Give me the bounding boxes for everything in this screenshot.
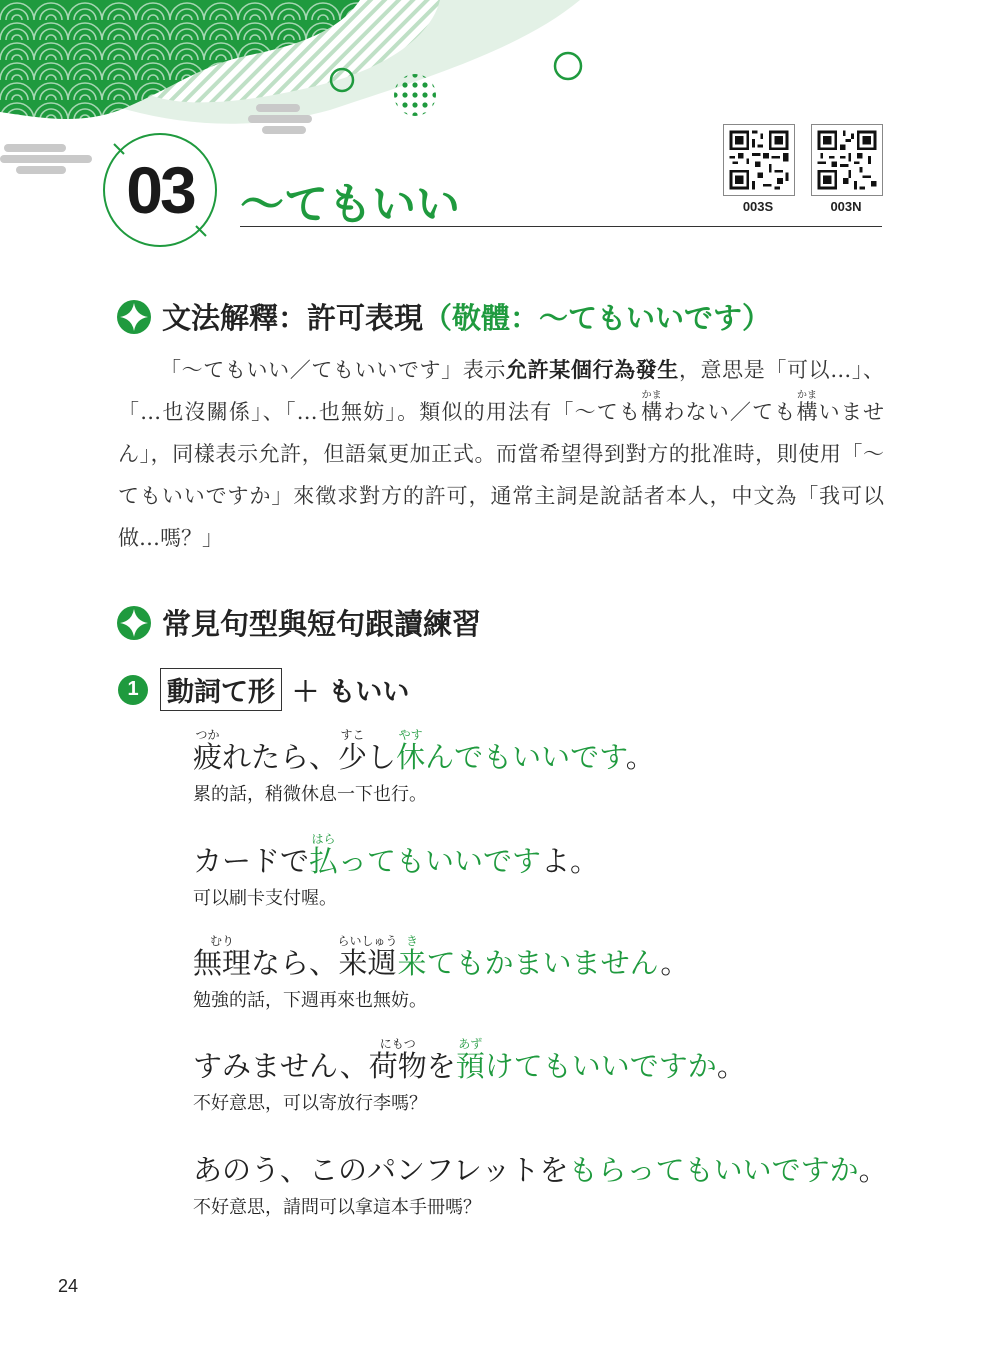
practice-section-heading [116,602,481,643]
grammar-heading-main: 文法解釋：許可表現 [162,301,424,335]
qr-code-icon[interactable] [723,124,795,196]
translation: 累的話，稍微休息一下也行。 [193,784,427,805]
pattern-rest: ＋ もいい [292,677,410,708]
translation: 不好意思，請問可以拿這本手冊嗎？ [193,1197,481,1218]
lesson-number-badge [100,130,220,250]
example-sentence: あのう、このパンフレットをもらってもいいですか。 不好意思，請問可以拿這本手冊嗎？ [193,1153,888,1218]
paragraph-text: わない／ても [663,400,797,424]
page-number: 24 [58,1276,79,1296]
example-sentence: すみません、荷物にもつを預あずけてもいいですか。 不好意思，可以寄放行李嗎？ [193,1037,746,1114]
grammar-explanation [118,349,884,559]
sparkle-bullet-icon [116,299,152,335]
grammar-heading-sub: （敬體：～てもいいです） [423,301,772,335]
sparkle-bullet-icon [116,605,152,641]
qr-label-n: 003N [830,199,862,214]
lesson-title: ～てもいい [240,179,460,230]
qr-label-s: 003S [742,199,774,214]
title-underline [240,226,882,227]
example-sentence: 疲つかれたら、少すこし休やすんでもいいです。 累的話，稍微休息一下也行。 [193,728,655,805]
example-sentence: 無理むりなら、来週らいしゅう来きてもかまいません。 勉強的話，下週再來也無妨。 [193,934,690,1011]
paragraph-text: 「～てもいい／てもいいです」表示 [160,358,506,382]
grammar-section-heading [116,296,771,337]
furigana-word: 構かま [641,390,664,424]
paragraph-emphasis: 允許某個行為發生 [505,357,679,382]
paragraph-text: ，意思是「可以…」、「…也沒關係」、「…也無妨」。類似的用法有「～ても [118,358,885,424]
furigana-word: 構かま [796,390,819,424]
translation: 不好意思，可以寄放行李嗎？ [193,1093,427,1114]
translation: 勉強的話，下週再來也無妨。 [193,990,427,1011]
pattern-number: 1 [118,675,148,705]
translation: 可以刷卡支付喔。 [193,888,337,909]
paragraph-text: いません」，同樣表示允許，但語氣更加正式。而當希望得到對方的批准時，則使用「～てもいいですか」來徵求對方的許可，通常主詞是說話者本人，中文為「我可以做…嗎？」 [118,400,885,550]
lesson-number: 03 [126,153,194,227]
pattern-boxed: 動詞て形 [160,668,282,711]
qr-code-icon[interactable] [811,124,883,196]
practice-heading: 常見句型與短句跟讀練習 [162,607,482,641]
sentence-pattern [118,668,409,711]
example-sentence: カードで払はらってもいいですよ。 可以刷卡支付喔。 [193,832,600,909]
